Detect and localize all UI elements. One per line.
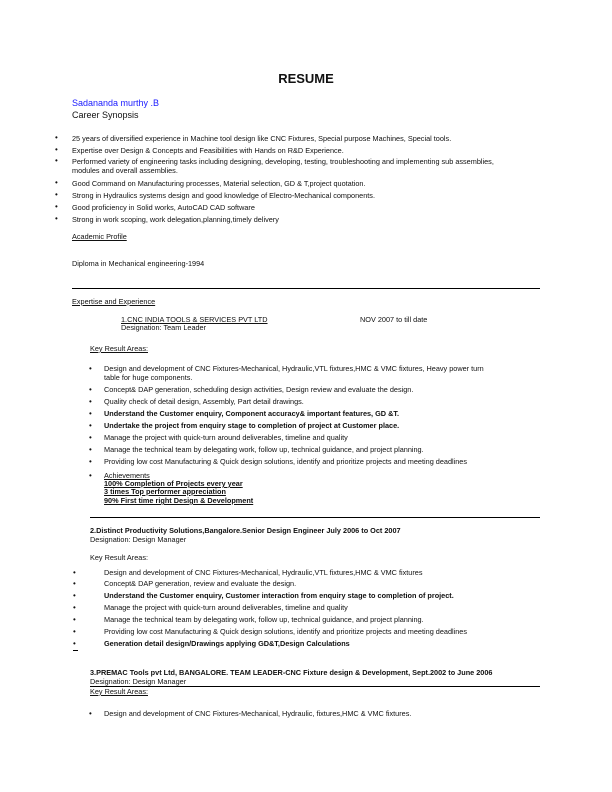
job-company: 3.PREMAC Tools pvt Ltd, BANGALORE. TEAM LEADER-CNC Fixture design & Development, Sept.2002 to June 2006 [90,668,493,677]
job-designation: Designation: Design Manager [90,535,187,544]
kra-heading: Key Result Areas: [90,687,148,696]
bullet-icon: • [89,397,92,406]
bullet-icon: • [55,178,58,187]
synopsis-item: Strong in Hydraulics systems design and good knowledge of Electro-Mechanical components. [72,191,375,200]
divider [90,686,540,687]
achievement-item: 3 times Top performer appreciation [104,487,226,496]
kra-item: Understand the Customer enquiry, Component accuracy& important features, GD &T. [104,409,400,418]
synopsis-item: Strong in work scoping, work delegation,planning,timely delivery [72,215,279,224]
bullet-icon: • [55,190,58,199]
bullet-icon: • [73,603,76,612]
bullet-icon: • [89,471,92,480]
bullet-icon: • [55,202,58,211]
bullet-icon: • [73,639,76,648]
kra-item: Manage the project with quick-turn around deliverables, timeline and quality [104,433,348,442]
bullet-icon: • [89,445,92,454]
job-company: 1.CNC INDIA TOOLS & SERVICES PVT LTD [121,315,268,324]
kra-heading: Key Result Areas: [90,344,148,353]
bullet-icon: • [55,145,58,154]
kra-item: Design and development of CNC Fixtures-Mechanical, Hydraulic,VTL fixtures,HMC & VMC fixtures [104,568,423,577]
bullet-icon: • [89,433,92,442]
career-synopsis-heading: Career Synopsis [72,110,139,120]
kra-heading: Key Result Areas: [90,553,148,562]
kra-item: Providing low cost Manufacturing & Quick design solutions, identify and prioritize projects and meeting deadlines [104,457,468,466]
bullet-icon: • [89,709,92,718]
candidate-name: Sadananda murthy .B [72,98,160,108]
kra-item: Concept& DAP generation, scheduling design activities, Design review and evaluate the design. [104,385,414,394]
divider [90,517,540,518]
academic-item: Diploma in Mechanical engineering-1994 [72,259,205,268]
academic-heading: Academic Profile [72,232,127,241]
achievement-item: 90% First time right Design & Development [104,496,254,505]
bullet-icon: • [89,457,92,466]
bullet-icon: • [55,156,58,165]
kra-item: Understand the Customer enquiry, Customer interaction from enquiry stage to completion of project. [104,591,454,600]
kra-item: Manage the technical team by delegating work, follow up, technical guidance, and project planning. [104,615,424,624]
kra-item: Providing low cost Manufacturing & Quick design solutions, identify and prioritize projects and meeting deadlines [104,627,468,636]
synopsis-item: modules and overall assemblies. [72,166,178,175]
kra-item: Quality check of detail design, Assembly, Part detail drawings. [104,397,304,406]
achievements-heading: Achievements [104,471,150,480]
dash [73,650,78,651]
kra-item: Generation detail design/Drawings applying GD&T,Design Calculations [104,639,350,648]
expertise-heading: Expertise and Experience [72,297,156,306]
bullet-icon: • [73,568,76,577]
bullet-icon: • [89,364,92,373]
bullet-icon: • [73,615,76,624]
bullet-icon: • [73,591,76,600]
kra-item: table for huge components. [104,373,193,382]
page-title: RESUME [278,71,334,86]
synopsis-item: 25 years of diversified experience in Machine tool design like CNC Fixtures, Special purpose Machines, Special tools. [72,134,452,143]
job-designation: Designation: Design Manager [90,677,187,686]
synopsis-item: Performed variety of engineering tasks including designing, developing, testing, troubleshooting and implementing sub assemblies, [72,157,494,166]
bullet-icon: • [89,409,92,418]
bullet-icon: • [89,385,92,394]
bullet-icon: • [55,133,58,142]
bullet-icon: • [73,627,76,636]
achievement-item: 100% Completion of Projects every year [104,479,243,488]
job-designation: Designation: Team Leader [121,323,207,332]
synopsis-item: Good proficiency in Solid works, AutoCAD CAD software [72,203,255,212]
synopsis-item: Good Command on Manufacturing processes, Material selection, GD & T,project quotation. [72,179,366,188]
kra-item: Manage the technical team by delegating work, follow up, technical guidance, and project planning. [104,445,424,454]
divider [72,288,540,289]
bullet-icon: • [89,421,92,430]
kra-item: Design and development of CNC Fixtures-Mechanical, Hydraulic, fixtures,HMC & VMC fixtures. [104,709,412,718]
job-dates: NOV 2007 to till date [360,315,428,324]
kra-item: Concept& DAP generation, review and evaluate the design. [104,579,297,588]
bullet-icon: • [73,579,76,588]
kra-item: Manage the project with quick-turn around deliverables, timeline and quality [104,603,348,612]
synopsis-item: Expertise over Design & Concepts and Feasibilities with Hands on R&D Experience. [72,146,344,155]
bullet-icon: • [55,214,58,223]
job-company: 2.Distinct Productivity Solutions,Bangalore.Senior Design Engineer July 2006 to Oct 2007 [90,526,401,535]
kra-item: Undertake the project from enquiry stage to completion of project at Customer place. [104,421,400,430]
kra-item: Design and development of CNC Fixtures-Mechanical, Hydraulic,VTL fixtures,HMC & VMC fixtures, Heavy power turn [104,364,484,373]
